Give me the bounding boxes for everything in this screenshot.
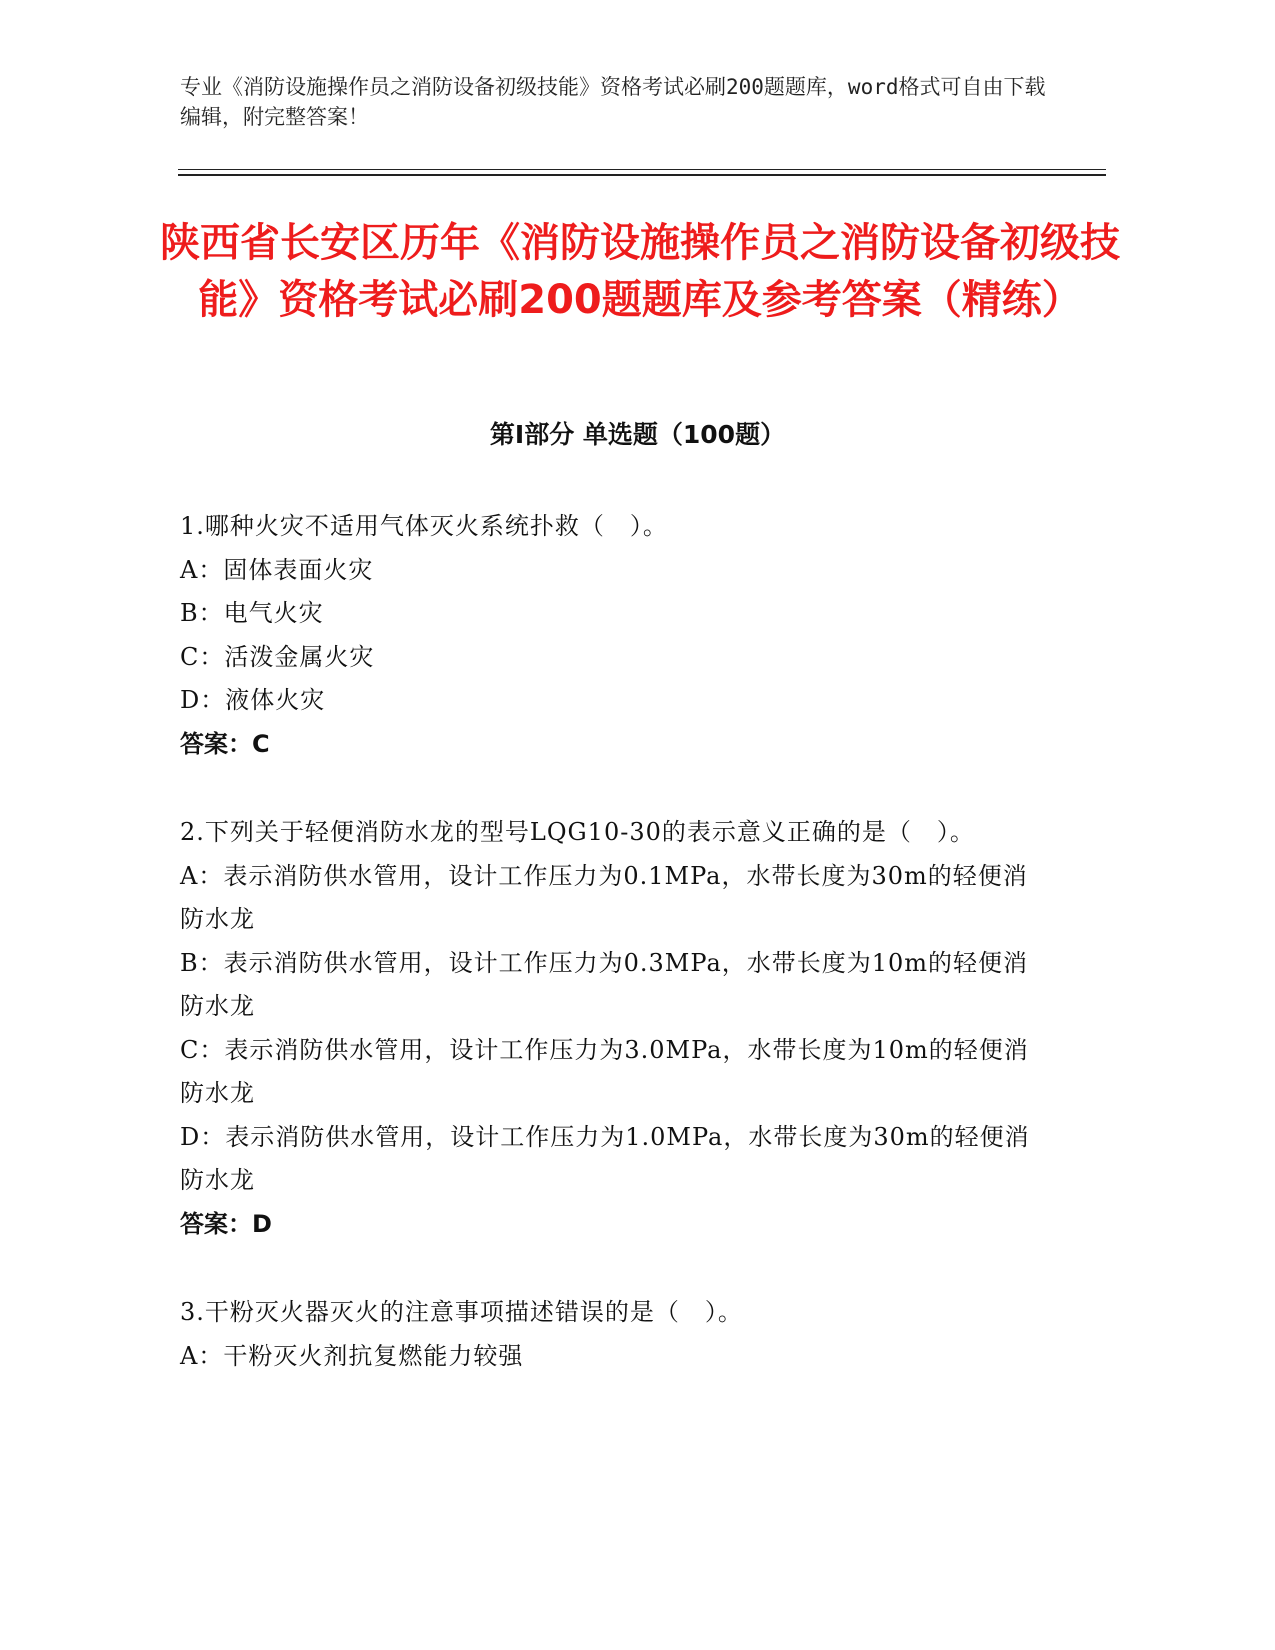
- question-stem: 3.干粉灭火器灭火的注意事项描述错误的是（ ）。: [180, 1298, 743, 1326]
- question-list: [180, 505, 1050, 1423]
- option-a: A：干粉灭火剂抗复燃能力较强: [180, 1341, 524, 1370]
- answer: 答案：D: [180, 1209, 272, 1238]
- option-d: D：表示消防供水管用，设计工作压力为1.0MPa，水带长度为30m的轻便消防水龙: [180, 1122, 1030, 1194]
- header-note: 专业《消防设施操作员之消防设备初级技能》资格考试必刷200题题库，word格式可自由下载编辑，附完整答案！: [180, 75, 1046, 129]
- header-divider-thin: [178, 169, 1106, 170]
- question-stem: 1.哪种火灾不适用气体灭火系统扑救（ ）。: [180, 512, 668, 540]
- question-2: [180, 811, 1050, 1246]
- option-c: C：表示消防供水管用，设计工作压力为3.0MPa，水带长度为10m的轻便消防水龙: [180, 1035, 1029, 1107]
- answer: 答案：C: [180, 729, 270, 758]
- option-c: C：活泼金属火灾: [180, 642, 375, 671]
- option-b: B：表示消防供水管用，设计工作压力为0.3MPa，水带长度为10m的轻便消防水龙: [180, 948, 1029, 1020]
- question-3: [180, 1291, 1050, 1378]
- section-heading: 第Ⅰ部分 单选题（100题）: [489, 420, 786, 449]
- header-divider-thick: [178, 174, 1106, 176]
- question-stem: 2.下列关于轻便消防水龙的型号LQG10-30的表示意义正确的是（ ）。: [180, 818, 975, 846]
- document-title: 陕西省长安区历年《消防设施操作员之消防设备初级技能》资格考试必刷200题题库及参考答案（精练）: [160, 220, 1120, 323]
- option-a: A：表示消防供水管用，设计工作压力为0.1MPa，水带长度为30m的轻便消防水龙: [180, 861, 1028, 933]
- option-a: A：固体表面火灾: [180, 555, 374, 584]
- question-1: [180, 505, 1050, 766]
- option-d: D：液体火灾: [180, 686, 326, 714]
- option-b: B：电气火灾: [180, 599, 324, 627]
